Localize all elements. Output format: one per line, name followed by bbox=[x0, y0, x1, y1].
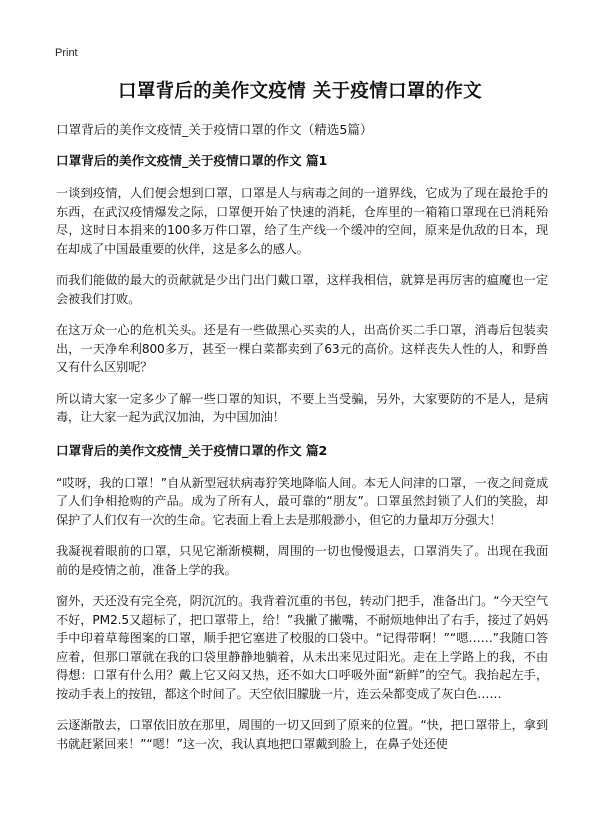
paragraph: “哎呀，我的口罩！”自从新型冠状病毒狞笑地降临人间。本无人问津的口罩，一夜之间竟成了人们争相抢购的产品。成为了所有人，最可靠的“朋友”。口罩虽然封锁了人们的笑脸，却保护了人们仅有一次的生命。它表面上看上去是那般渺小，但它的力量却万分强大！ bbox=[56, 475, 548, 527]
section-heading: 口罩背后的美作文疫情_关于疫情口罩的作文 篇1 bbox=[56, 153, 328, 168]
section-2 bbox=[56, 440, 548, 754]
paragraph: 窗外，天还没有完全亮，阴沉沉的。我背着沉重的书包，转动门把手，准备出门。“今天空气不好，PM2.5又超标了，把口罩带上，给！”我撇了撇嘴，不耐烦地伸出了右手，接过了妈妈手中印着草莓图案的口罩，顺手把它塞进了校服的口袋中。“记得带啊！”“嗯……”我随口答应着，但那口罩就在我的口袋里静静地躺着，从未出来见过阳光。走在上学路上的我，不由得想：口罩有什么用？戴上它又闷又热，还不如大口呼吸外面“新鲜”的空气。我抬起左手，按动手表上的按钮，都这个时间了。天空依旧朦胧一片，连云朵都变成了灰白色…… bbox=[56, 594, 548, 701]
paragraph: 所以请大家一定多少了解一些口罩的知识，不要上当受骗，另外，大家要防的不是人，是病毒，让大家一起为武汉加油，为中国加油！ bbox=[56, 391, 548, 424]
page-title: 口罩背后的美作文疫情 关于疫情口罩的作文 bbox=[118, 81, 482, 102]
article-body bbox=[56, 150, 548, 766]
paragraph: 而我们能做的最大的贡献就是少出门出门戴口罩，这样我相信，就算是再厉害的瘟魔也一定会被我们打败。 bbox=[56, 273, 548, 306]
section-heading: 口罩背后的美作文疫情_关于疫情口罩的作文 篇2 bbox=[56, 442, 328, 458]
section-1 bbox=[56, 150, 548, 427]
print-link[interactable]: Print bbox=[55, 47, 78, 59]
paragraph: 一谈到疫情，人们便会想到口罩，口罩是人与病毒之间的一道界线，它成为了现在最抢手的东西，在武汉疫情爆发之际，口罩便开始了快速的消耗，仓库里的一箱箱口罩现在已消耗殆尽，这时日本捐来的100多万件口罩，给了生产线一个缓冲的空间，原来是仇敌的日本，现在却成了中国最重要的伙伴，这是多么的感人。 bbox=[56, 186, 548, 256]
paragraph: 云逐渐散去，口罩依旧放在那里，周围的一切又回到了原来的位置。“快，把口罩带上，拿到书就赶紧回来！”“嗯！”这一次，我认真地把口罩戴到脸上，在鼻子处还使 bbox=[56, 718, 548, 751]
paragraph: 我凝视着眼前的口罩，只见它渐渐模糊，周围的一切也慢慢退去，口罩消失了。出现在我面前的是疫情之前，准备上学的我。 bbox=[56, 544, 548, 577]
page-subtitle: 口罩背后的美作文疫情_关于疫情口罩的作文（精选5篇） bbox=[56, 122, 373, 137]
paragraph: 在这万众一心的危机关头。还是有一些做黑心买卖的人，出高价买二手口罩，消毒后包装卖出，一天净牟利800多万，甚至一棵白菜都卖到了63元的高价。这样丧失人性的人，和野兽又有什么区别呢？ bbox=[56, 323, 548, 374]
